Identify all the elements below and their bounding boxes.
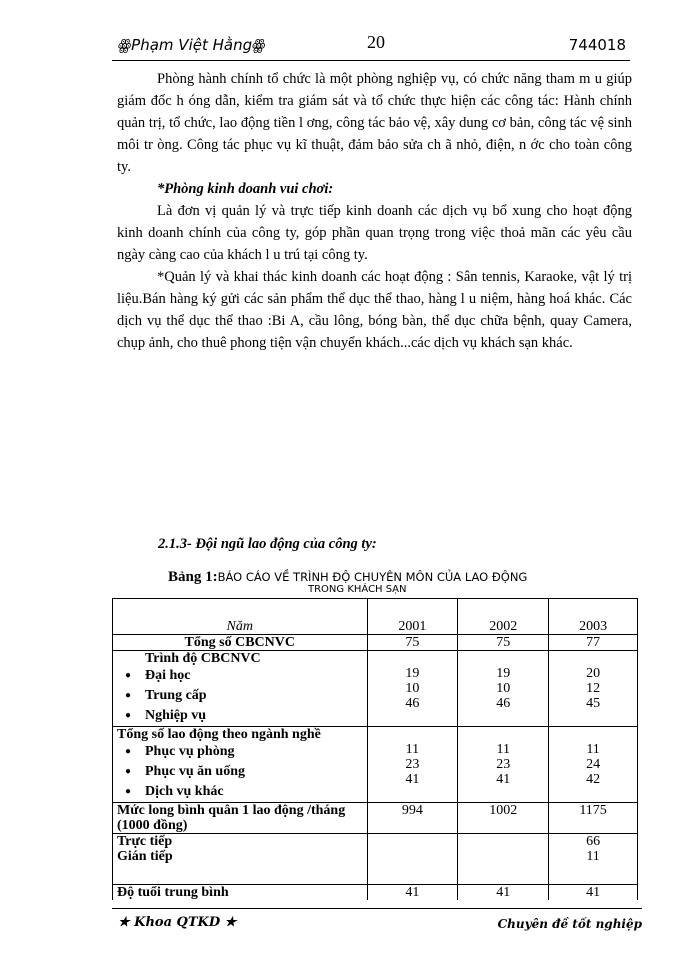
indirect-2003: 11: [586, 849, 600, 864]
table-title: BÁO CÁO VỀ TRÌNH ĐỘ CHUYÊN MÔN CỦA LAO ĐỘNG: [217, 570, 528, 584]
indirect-label: Gián tiếp: [117, 849, 173, 864]
page-number: 20: [367, 32, 385, 52]
paragraph-activities: *Quản lý và khai thác kinh doanh các hoạt động : Sân tennis, Karaoke, vật lý trị liệu.Bán hàng ký gửi các sản phẩm thể dục thể thao, hàng l u niệm, hàng hoá khác. Các dịch vụ thể dục thể thao :Bi A, cầu lông, bóng bàn, thể dục chữa bệnh, quay Camera, chụp ảnh, cho thuê phong tiện vận chuyển khách...các dịch vụ khách sạn khác.: [117, 269, 632, 351]
edu-2002-university: 19: [496, 666, 511, 681]
trade-list: [117, 742, 363, 802]
edu-2003-university: 20: [586, 666, 601, 681]
edu-2001-university: 19: [405, 666, 420, 681]
edu-2002: [458, 651, 549, 727]
edu-item-university: ● Đại học: [145, 666, 363, 686]
edu-2003-college: 12: [586, 681, 601, 696]
trade-2001-room: 11: [405, 742, 420, 757]
total-2002: 75: [458, 635, 549, 651]
edu-2003: [549, 651, 638, 727]
edu-item-college: ● Trung cấp: [145, 686, 363, 706]
table-row-year: [113, 619, 638, 635]
table-caption: [168, 568, 588, 595]
age-2002: 41: [458, 885, 549, 901]
trade-2002-food: 23: [496, 757, 511, 772]
table-top-spacer: [113, 599, 638, 620]
trade-2001-food: 23: [405, 757, 420, 772]
trade-2001-other: 41: [405, 772, 420, 787]
trade-2003: [549, 727, 638, 803]
footer-thesis: Chuyên đề tốt nghiệp: [497, 917, 642, 931]
direct-2003: 66: [586, 834, 601, 849]
edu-list: [117, 666, 363, 726]
wage-label: Mức long bình quân 1 lao động /tháng (1000 đồng): [113, 803, 368, 834]
table-title-line2: TRONG KHÁCH SẠN: [308, 584, 407, 595]
page-footer: [112, 908, 642, 939]
wage-2002: 1002: [458, 803, 549, 834]
edu-label: Trình độ CBCNVC: [145, 651, 261, 666]
document-code: 744018: [568, 36, 626, 54]
labor-table: [112, 598, 638, 900]
year-2001: 2001: [367, 619, 458, 635]
total-2001: 75: [367, 635, 458, 651]
table-row-wage: [113, 803, 638, 834]
year-2002: 2002: [458, 619, 549, 635]
trade-2002-other: 41: [496, 772, 511, 787]
edu-2002-vocational: 46: [496, 696, 511, 711]
direct-indirect-2003: [549, 834, 638, 885]
author-name: ꙮPhạm Việt Hằngꙮ: [118, 36, 266, 54]
wage-2001: 994: [367, 803, 458, 834]
body-text: [117, 68, 632, 354]
trade-2003-room: 11: [586, 742, 600, 757]
table-row-education: [113, 651, 638, 727]
section-title: 2.1.3- Đội ngũ lao động của công ty:: [158, 536, 377, 552]
table-row-direct-indirect: [113, 834, 638, 885]
subheading-entertainment: *Phòng kinh doanh vui chơi:: [157, 181, 334, 197]
edu-2001-vocational: 46: [405, 696, 420, 711]
direct-label: Trực tiếp: [117, 834, 173, 849]
trade-item-other: ● Dịch vụ khác: [145, 782, 363, 802]
age-label: Độ tuổi trung bình: [113, 885, 368, 901]
edu-2002-college: 10: [496, 681, 511, 696]
page-header: [112, 30, 630, 61]
trade-2003-food: 24: [586, 757, 601, 772]
table-row-total: [113, 635, 638, 651]
trade-cell: [113, 727, 368, 803]
edu-cell: [113, 651, 368, 727]
trade-2001: [367, 727, 458, 803]
edu-item-vocational: ● Nghiệp vụ: [145, 706, 363, 726]
table-row-age: [113, 885, 638, 901]
wage-2003: 1175: [549, 803, 638, 834]
direct-indirect-cell: [113, 834, 368, 885]
year-2003: 2003: [549, 619, 638, 635]
trade-item-food: ● Phục vụ ăn uống: [145, 762, 363, 782]
table-label: Bảng 1:: [168, 569, 218, 585]
edu-2003-vocational: 45: [586, 696, 601, 711]
direct-2002: [458, 834, 549, 885]
total-2003: 77: [549, 635, 638, 651]
year-label: Năm: [113, 619, 368, 635]
edu-2001: [367, 651, 458, 727]
direct-2001: [367, 834, 458, 885]
age-2003: 41: [549, 885, 638, 901]
trade-item-room: ● Phục vụ phòng: [145, 742, 363, 762]
paragraph-entertainment: Là đơn vị quản lý và trực tiếp kinh doanh các dịch vụ bổ xung cho hoạt động kinh doanh chính của công ty, góp phần quan trọng trong việc thoả mãn các yêu cầu ngày càng cao của khách l u trú tại công ty.: [117, 203, 632, 263]
age-2001: 41: [367, 885, 458, 901]
total-label: Tổng số CBCNVC: [113, 635, 368, 651]
trade-2003-other: 42: [586, 772, 601, 787]
edu-2001-college: 10: [405, 681, 420, 696]
paragraph-admin: Phòng hành chính tổ chức là một phòng nghiệp vụ, có chức năng tham m u giúp giám đốc h óng dẫn, kiểm tra giám sát và tổ chức thực hiện các công tác: Hành chính quản trị, tổ chức, lao động tiền l ơng, công tác bảo vệ, xây dung cơ bản, công tác vệ sinh môi tr òng. Công tác phục vụ kĩ thuật, đảm bảo sửa ch ã nhỏ, điện, n ớc cho toàn công ty.: [117, 71, 632, 175]
trade-2002-room: 11: [496, 742, 510, 757]
trade-label: Tổng số lao động theo ngành nghề: [117, 727, 321, 742]
footer-department: ★ Khoa QTKD ★: [118, 915, 237, 930]
trade-2002: [458, 727, 549, 803]
table-row-trade: [113, 727, 638, 803]
